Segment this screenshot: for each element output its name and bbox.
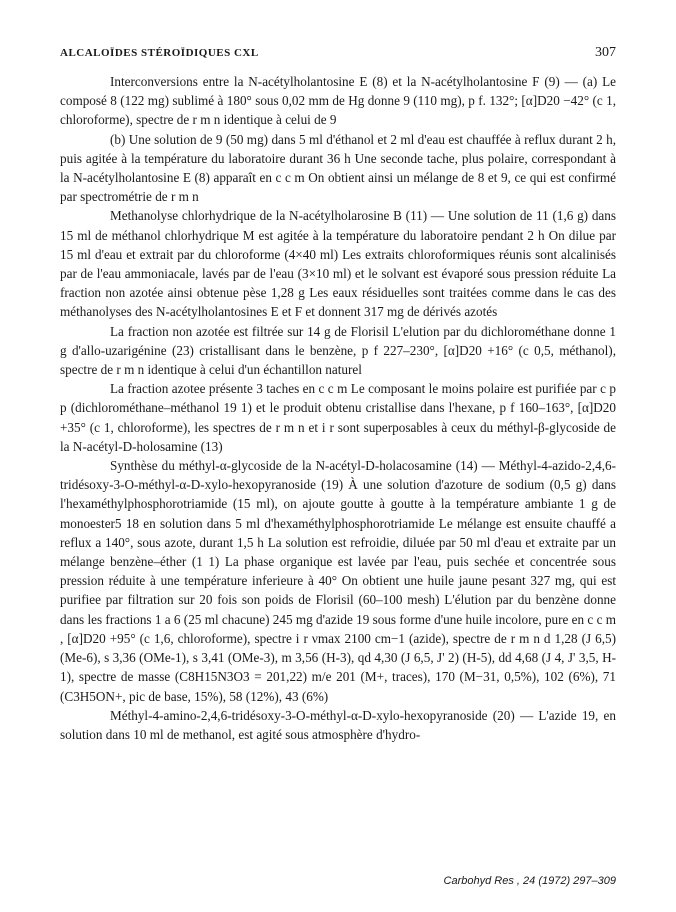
article-body xyxy=(60,72,616,744)
paragraph-interconversions: Interconversions entre la N-acétylholantosine E (8) et la N-acétylholantosine F (9) — (a) Le composé 8 (122 mg) sublimé à 180° sous 0,02 mm de Hg donne 9 (110 mg), p f. 132°; [α]D20 −42° (c 1, chloroforme), spectre de r m n identique à celui de 9 xyxy=(60,74,616,128)
paragraph-synthese: Synthèse du méthyl-α-glycoside de la N-acétyl-D-holacosamine (14) — Méthyl-4-azido-2,4,6-tridésoxy-3-O-méthyl-α-D-xylo-hexopyranoside (19) À une solution d'azoture de sodium (0,5 g) dans l'hexaméthylphosphorotriamide (15 ml), on ajoute goutte à goutte à la température ambiante 1 g de monoester5 18 en solution dans 5 ml d'hexaméthylphosphorotriamide Le mélange est ensuite chauffé a reflux a 140°, sous azote, durant 1,5 h La solution est refroidie, diluée par 50 ml d'eau et extraite par un mélange benzène–éther (1 1) La phase organique est lavée par l'eau, puis sechée et concentrée sous pression réduite à une température inferieure à 40° On obtient une huile jaune pesant 327 mg, qui est purifiee par filtration sur 20 fois son poids de Florisil (60–100 mesh) L'élution par du benzène donne dans les fractions 1 a 6 (25 ml chacune) 245 mg d'azide 19 sous forme d'une huile incolore, pure en c c m , [α]D20 +95° (c 1,6, chloroforme), spectre i r νmax 2100 cm−1 (azide), spectre de r m n d 1,28 (J 6,5) (Me-6), s 3,36 (OMe-1), s 3,41 (OMe-3), m 3,56 (H-3), qd 4,30 (J 6,5, J' 2) (H-5), dd 4,68 (J 4, J' 3,5, H-1), spectre de masse (C8H15N3O3 = 201,22) m/e 201 (M+, traces), 170 (M−31, 0,5%), 102 (6%), 71 (C3H5ON+, pic de base, 15%), 58 (12%), 43 (6%) xyxy=(60,458,616,704)
paragraph-florisil: La fraction non azotée est filtrée sur 14 g de Florisil L'elution par du dichlorométhane donne 1 g d'allo-uzarigénine (23) cristallisant dans le benzène, p f 227–230°, [α]D20 +16° (c 0,5, méthanol), spectre de r m n identique à celui d'un échantillon naturel xyxy=(60,323,616,378)
page-number: 307 xyxy=(595,45,616,60)
running-head-title: ALCALOÏDES STÉROÏDIQUES CXL xyxy=(60,47,259,59)
paragraph-amino: Méthyl-4-amino-2,4,6-tridésoxy-3-O-méthyl-α-D-xylo-hexopyranoside (20) — L'azide 19, en solution dans 10 ml de methanol, est agité sous atmosphère d'hydro- xyxy=(60,707,616,742)
paragraph-methanolyse: Methanolyse chlorhydrique de la N-acétylholarosine B (11) — Une solution de 11 (1,6 g) dans 15 ml de méthanol chlorhydrique M est agitée à la température du laboratoire pendant 2 h On dilue par 15 ml d'eau et extrait par du chloroforme (4×40 ml) Les extraits chloroformiques réunis sont alcalinisés par de l'eau ammoniacale, lavés par de l'eau (3×10 ml) et le solvant est évaporé sous pression réduite La fraction non azotée ainsi obtenue pèse 1,28 g Les eaux résiduelles sont traitées comme dans le cas des méthanolyses des N-acétylholantosines E et F et donnent 317 mg de dérivés azotés xyxy=(60,208,616,320)
paragraph-b-reflux: (b) Une solution de 9 (50 mg) dans 5 ml d'éthanol et 2 ml d'eau est chauffée à reflux durant 2 h, puis agitée à la température du laboratoire durant 36 h Une seconde tache, plus polaire, correspondant à la N-acétylholantosine E (8) apparaît en c c m On obtient ainsi un mélange de 8 et 9, ce qui est confirmé par spectrométrie de r m n xyxy=(60,131,616,205)
paragraph-fraction-azotee: La fraction azotee présente 3 taches en c c m Le composant le moins polaire est purifiée par c p p (dichlorométhane–méthanol 19 1) et le produit obtenu cristallise dans l'hexane, p f 160–163°, [α]D20 +35° (c 1, chloroforme), les spectres de r m n et i r sont superposables à ceux du méthyl-β-glycoside de la N-acétyl-D-holosamine (13) xyxy=(60,381,616,454)
running-head xyxy=(60,45,616,65)
journal-citation-footer: Carbohyd Res , 24 (1972) 297–309 xyxy=(443,875,616,887)
